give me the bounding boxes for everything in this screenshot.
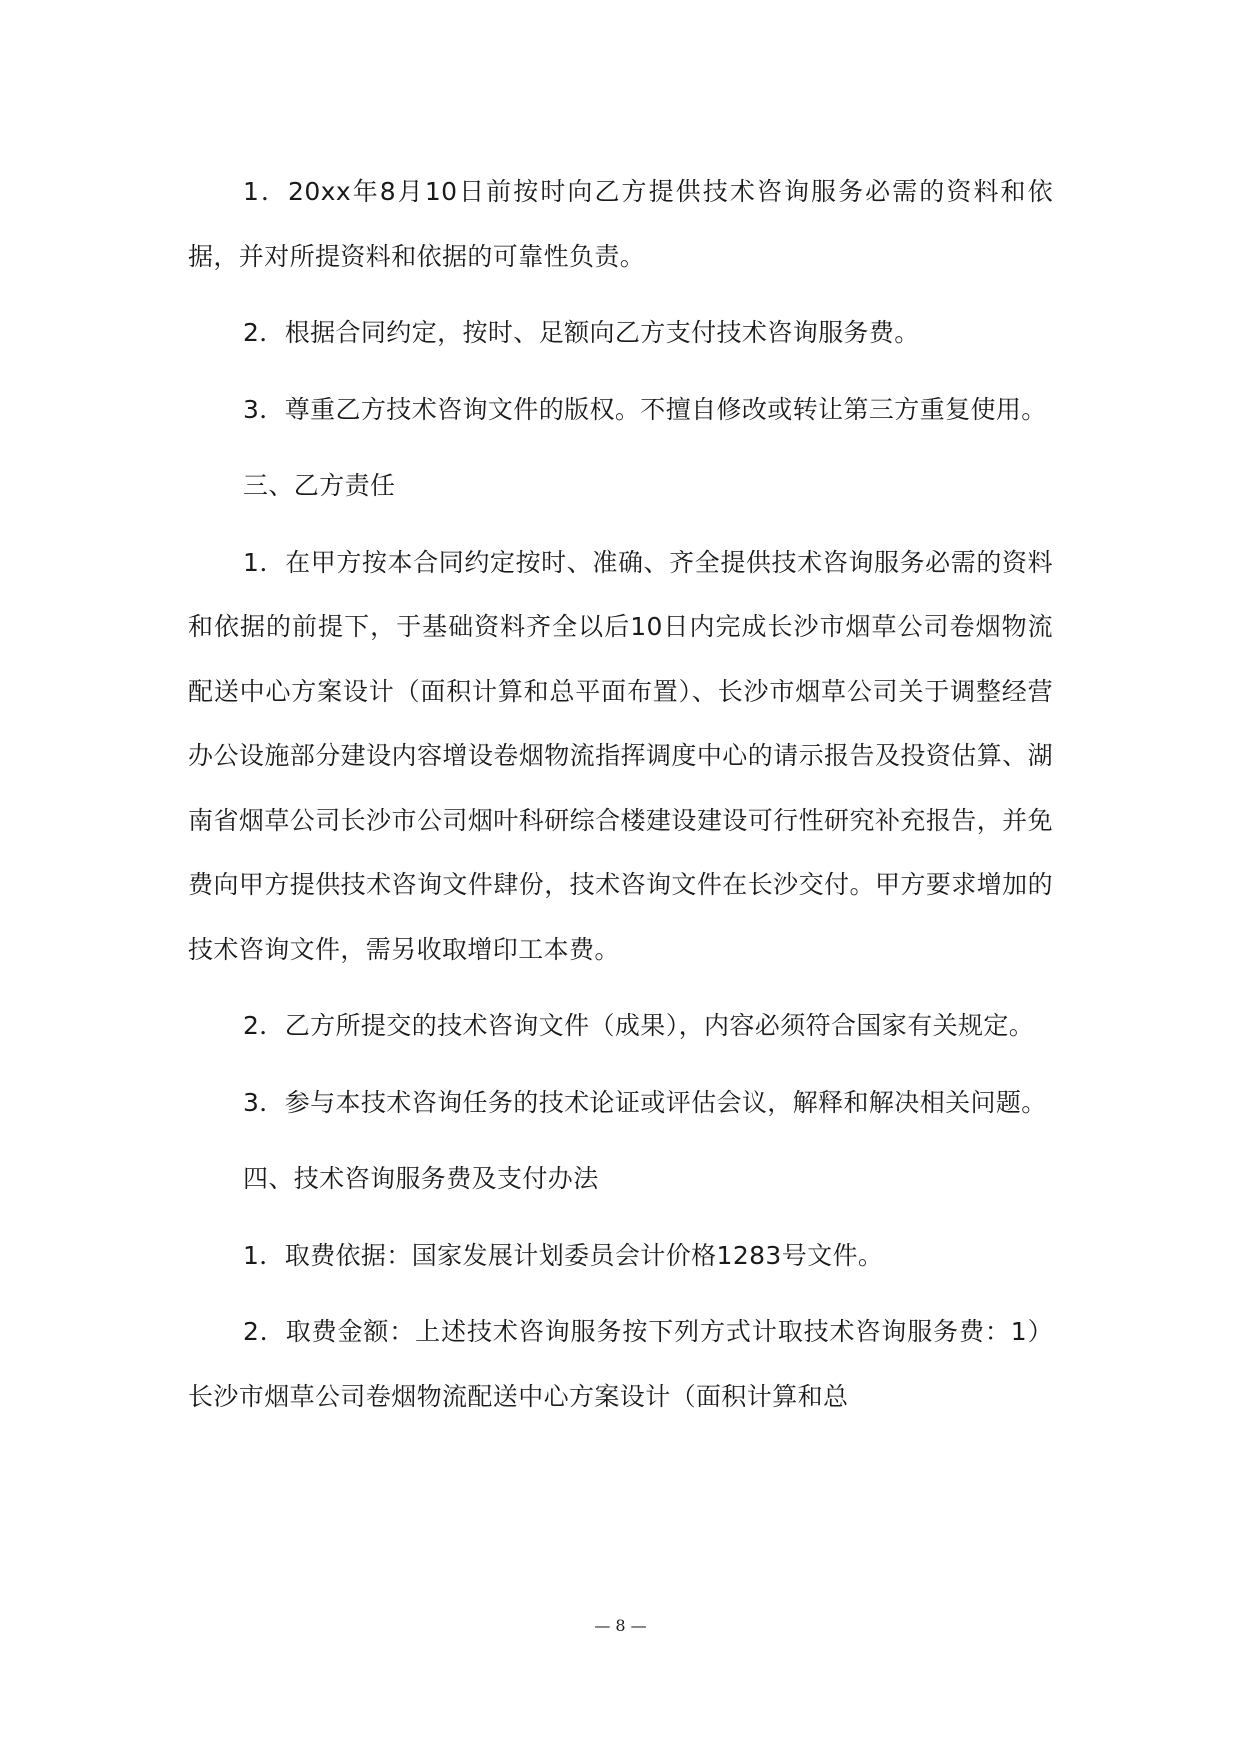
paragraph-party-b-clause-1: 1．在甲方按本合同约定按时、准确、齐全提供技术咨询服务必需的资料和依据的前提下，于基础资料齐全以后10日内完成长沙市烟草公司卷烟物流配送中心方案设计（面积计算和总平面布置）、长沙市烟草公司关于调整经营办公设施部分建设内容增设卷烟物流指挥调度中心的请示报告及投资估算、湖南省烟草公司长沙市公司烟叶科研综合楼建设建设可行性研究补充报告，并免费向甲方提供技术咨询文件肆份，技术咨询文件在长沙交付。甲方要求增加的技术咨询文件，需另收取增印工本费。 bbox=[188, 547, 1053, 964]
paragraph-party-b-clause-2: 2．乙方所提交的技术咨询文件（成果），内容必须符合国家有关规定。 bbox=[243, 1011, 1035, 1040]
paragraph-clause-2: 2．根据合同约定，按时、足额向乙方支付技术咨询服务费。 bbox=[243, 318, 920, 347]
page-number: — 8 — bbox=[594, 1616, 647, 1635]
paragraph-clause-1: 1．20xx年8月10日前按时向乙方提供技术咨询服务必需的资料和依据，并对所提资料和依据的可靠性负责。 bbox=[188, 177, 1053, 271]
section-heading-party-b-responsibility: 三、乙方责任 bbox=[243, 471, 396, 500]
paragraph-fee-amount: 2．取费金额：上述技术咨询服务按下列方式计取技术咨询服务费：1）长沙市烟草公司卷烟物流配送中心方案设计（面积计算和总 bbox=[188, 1317, 1053, 1411]
section-heading-fees-and-payment: 四、技术咨询服务费及支付办法 bbox=[243, 1164, 599, 1193]
paragraph-clause-3: 3．尊重乙方技术咨询文件的版权。不擅自修改或转让第三方重复使用。 bbox=[243, 394, 1047, 424]
document-body bbox=[188, 160, 1053, 1441]
paragraph-party-b-clause-3: 3．参与本技术咨询任务的技术论证或评估会议，解释和解决相关问题。 bbox=[243, 1087, 1047, 1117]
paragraph-fee-basis: 1．取费依据：国家发展计划委员会计价格1283号文件。 bbox=[243, 1240, 884, 1270]
